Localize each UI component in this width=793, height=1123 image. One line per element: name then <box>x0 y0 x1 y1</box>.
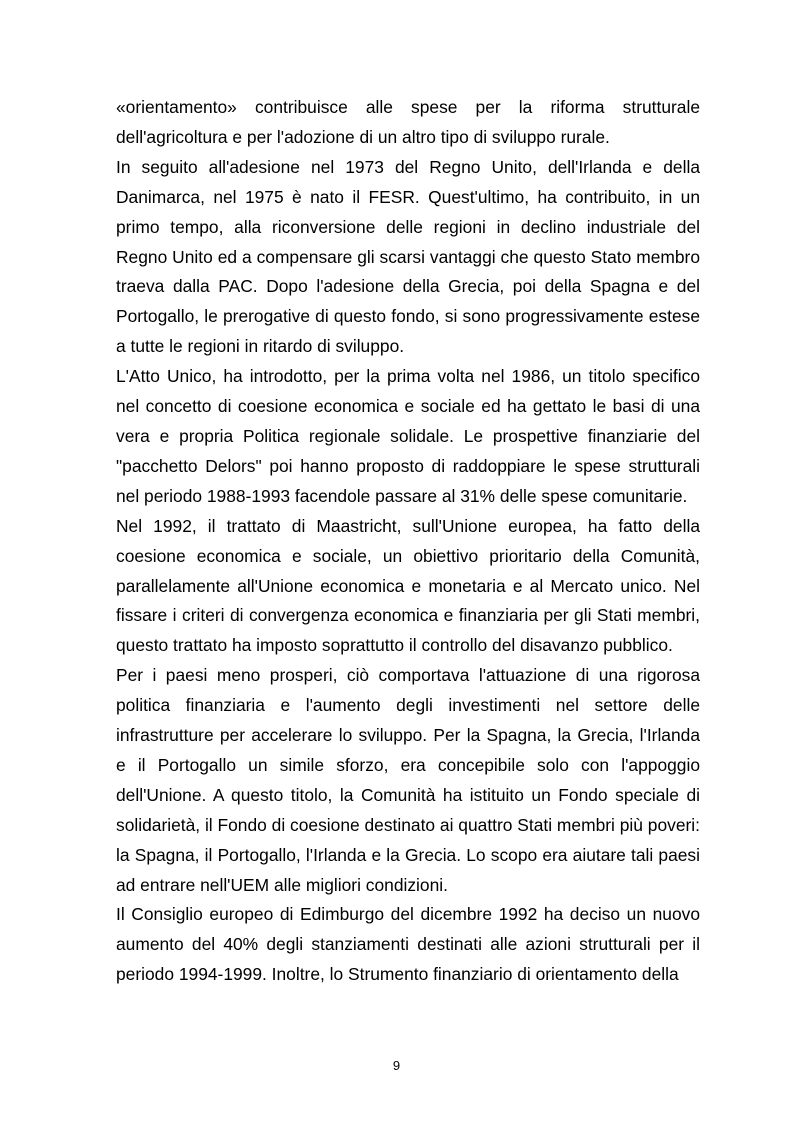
paragraph-fondo-coesione: Per i paesi meno prosperi, ciò comportava l'attuazione di una rigorosa politica finanziaria e l'aumento degli investimenti nel settore delle infrastrutture per accelerare lo sviluppo. Per la Spagna, la Grecia, l'Irlanda e il Portogallo un simile sforzo, era concepibile solo con l'appoggio dell'Unione. A questo titolo, la Comunità ha istituito un Fondo speciale di solidarietà, il Fondo di coesione destinato ai quattro Stati membri più poveri: la Spagna, il Portogallo, l'Irlanda e la Grecia. Lo scopo era aiutare tali paesi ad entrare nell'UEM alle migliori condizioni. <box>116 665 700 895</box>
paragraph-edimburgo: Il Consiglio europeo di Edimburgo del dicembre 1992 ha deciso un nuovo aumento del 40% degli stanziamenti destinati alle azioni strutturali per il periodo 1994-1999. Inoltre, lo Strumento finanziario di orientamento della <box>116 904 700 985</box>
paragraph-fesr: In seguito all'adesione nel 1973 del Regno Unito, dell'Irlanda e della Danimarca, nel 1975 è nato il FESR. Quest'ultimo, ha contribuito, in un primo tempo, alla riconversione delle regioni in declino industriale del Regno Unito ed a compensare gli scarsi vantaggi che questo Stato membro traeva dalla PAC. Dopo l'adesione della Grecia, poi della Spagna e del Portogallo, le prerogative di questo fondo, si sono progressivamente estese a tutte le regioni in ritardo di sviluppo. <box>116 156 700 357</box>
body-text <box>116 93 700 990</box>
paragraph-maastricht: Nel 1992, il trattato di Maastricht, sull'Unione europea, ha fatto della coesione economica e sociale, un obiettivo prioritario della Comunità, parallelamente all'Unione economica e monetaria e al Mercato unico. Nel fissare i criteri di convergenza economica e finanziaria per gli Stati membri, questo trattato ha imposto soprattutto il controllo del disavanzo pubblico. <box>116 515 700 656</box>
page-number: 9 <box>392 1058 401 1073</box>
paragraph-orientamento: «orientamento» contribuisce alle spese per la riforma strutturale dell'agricoltura e per l'adozione di un altro tipo di sviluppo rurale. <box>116 97 700 147</box>
paragraph-atto-unico: L'Atto Unico, ha introdotto, per la prima volta nel 1986, un titolo specifico nel concetto di coesione economica e sociale ed ha gettato le basi di una vera e propria Politica regionale solidale. Le prospettive finanziarie del "pacchetto Delors" poi hanno proposto di raddoppiare le spese strutturali nel periodo 1988-1993 facendole passare al 31% delle spese comunitarie. <box>116 366 700 506</box>
